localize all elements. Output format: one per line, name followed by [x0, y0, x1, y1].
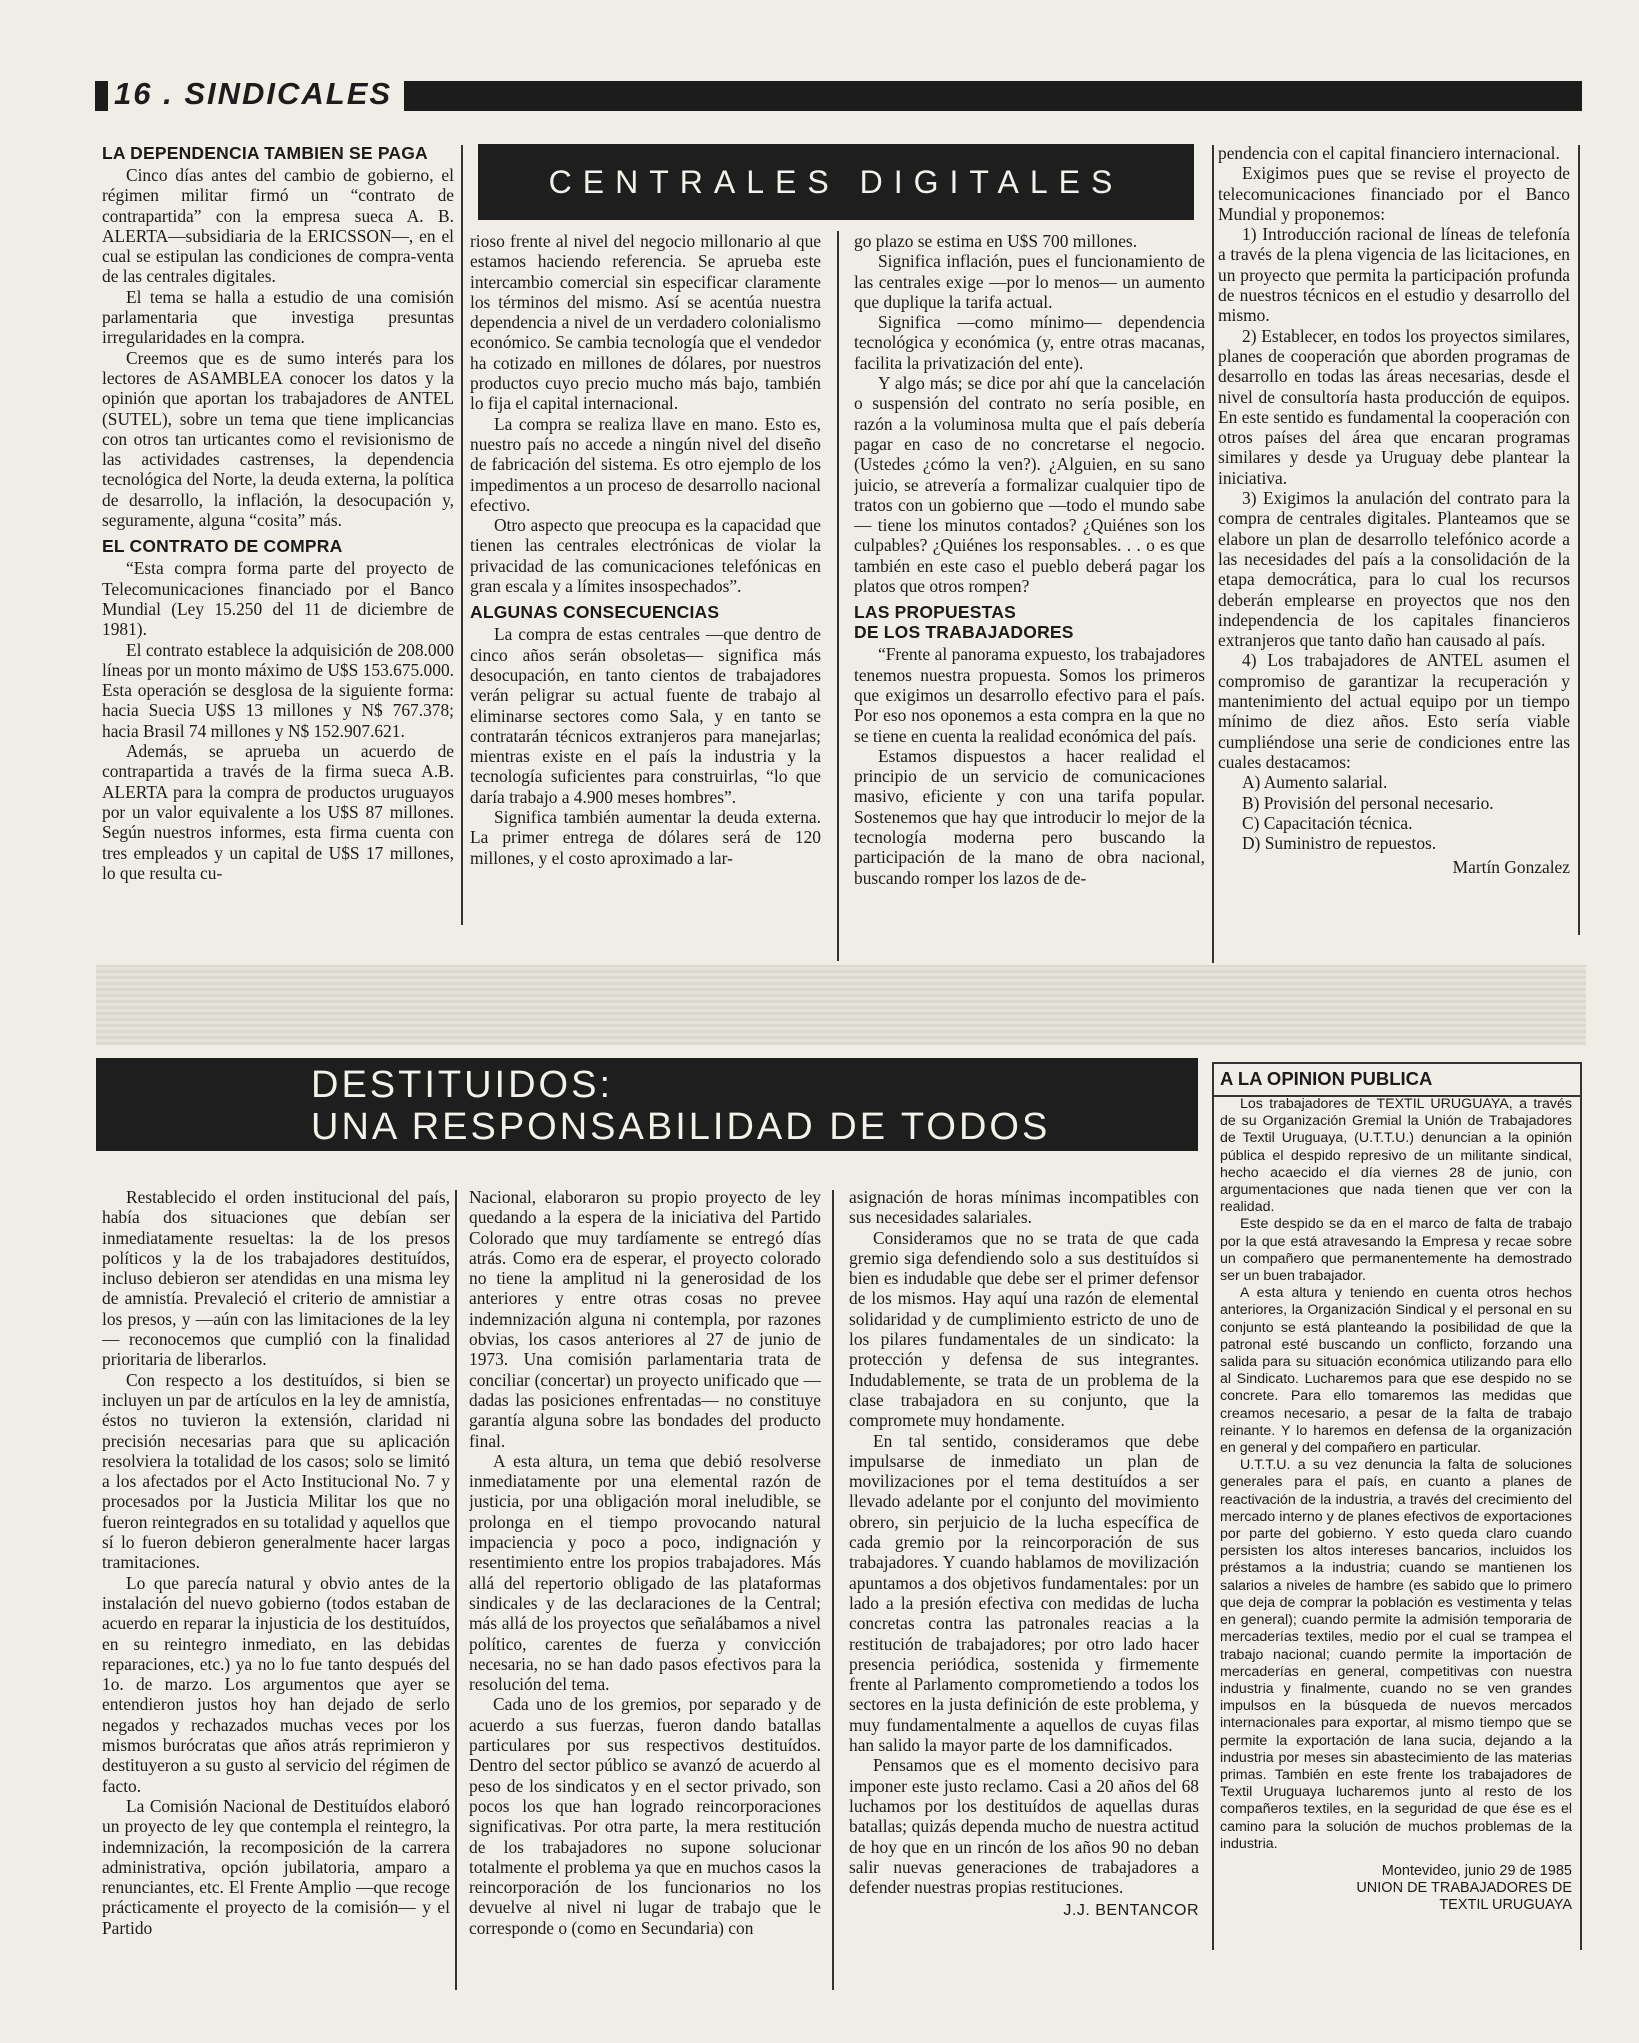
paragraph: Significa también aumentar la deuda externa. La primer entrega de dólares será de 120 millones, y el costo aproximado a lar- [470, 807, 821, 868]
article3-box [1220, 1068, 1572, 1948]
paragraph: Cinco días antes del cambio de gobierno, el régimen militar firmó un “contrato de contrapartida” con la empresa sueca A. B. ALERTA—subsidiaria de la ERICSSON—, en el cual se estipulan las condiciones de compra-venta de las centrales digitales. [102, 165, 454, 287]
paragraph: El tema se halla a estudio de una comisión parlamentaria que investiga presuntas irregularidades en la compra. [102, 286, 454, 348]
article-banner-destituidos [96, 1058, 1198, 1151]
paragraph: Creemos que es de sumo interés para los lectores de ASAMBLEA conocer los datos y la opinión que aportan los trabajadores de ANTEL (SUTEL), sobre un tema que tiene implicancias con otros tan urticantes como el revisionismo de las actividades castrenses, la dependencia tecnológica del Norte, la deuda externa, la política de desarrollo, la inflación, la desocupación y, seguramente, alguna “cosita” más. [102, 347, 454, 531]
paragraph: “Frente al panorama expuesto, los trabajadores tenemos nuestra propuesta. Somos los primeros que exigimos un desarrollo efectivo para el país. Por eso nos oponemos a esta compra en la que no se tiene en cuenta la realidad económica del país. [854, 644, 1205, 746]
column-rule [1212, 145, 1214, 963]
article2-column-2 [469, 1187, 821, 1985]
list-item: B) Provisión del personal necesario. [1242, 792, 1494, 813]
column-rule [461, 145, 463, 925]
paragraph: Nacional, elaboraron su propio proyecto de ley quedando a la espera de la iniciativa del Partido Colorado que muy tardíamente se entregó días atrás. Como era de esperar, el proyecto colorado no tiene la amplitud ni la generosidad de los anteriores y entre otras cosas no prevee indemnización alguna ni contempla, por razones obvias, los casos anteriores al 27 de junio de 1973. Una comisión parlamentaria trata de conciliar (concertar) un proyecto unificado que —dadas las posiciones enfrentadas— no constituye garantía alguna sobre las bondades del producto final. [469, 1187, 821, 1451]
column-rule [837, 231, 839, 961]
paragraph: Restablecido el orden institucional del país, había dos situaciones que debían ser inmediatamente resueltas: la de los presos políticos y la de los trabajadores destituídos, incluso debieron ser atendidas en una misma ley de amnistía. Prevaleció el criterio de amnistiar a los presos, y —aún con las limitaciones de la ley— reconocemos que cumplió con la finalidad prioritaria de liberarlos. [102, 1187, 450, 1370]
article2-column-1 [102, 1187, 450, 1985]
paragraph: Y algo más; se dice por ahí que la cancelación o suspensión del contrato no sería posible, en razón a la voluminosa multa que el país debería pagar en caso de no concretarse el negocio. (Ustedes ¿cómo la ven?). ¿Alguien, en su sano juicio, se atrevería a formalizar cualquier tipo de tratos con un gobierno que —todo el mundo sabe— tiene los minutos contados? ¿Quiénes son los culpables? ¿Quiénes los responsables. . . o es que también en este caso el pueblo deberá pagar los platos que otros rompen? [854, 373, 1205, 597]
article3-date: Montevideo, junio 29 de 1985 [1381, 1862, 1572, 1879]
box-rule-right [1580, 1062, 1582, 1950]
column-rule [1578, 145, 1580, 935]
list-item: D) Suministro de repuestos. [1242, 833, 1437, 854]
paragraph: A esta altura, un tema que debió resolverse inmediatamente por una elemental razón de justicia, por una obligación moral ineludible, se prolonga en el tiempo provocando natural impaciencia y poco a poco, indignación y resentimiento entre los propios trabajadores. Más allá del repertorio obligado de las plataformas sindicales y de las declaraciones de la Central; más allá de los proyectos que señalábamos a nivel político, carentes de fuerza y convicción necesaria, no se han dado pasos efectivos para la resolución del tema. [469, 1450, 821, 1695]
paragraph: Exigimos pues que se revise el proyecto de telecomunicaciones financiado por el Banco Mundial y proponemos: [1218, 163, 1570, 224]
paragraph: La Comisión Nacional de Destituídos elaboró un proyecto de ley que contempla el reintegro, la indemnización, la recomposición de la carrera administrativa, opción jubilatoria, amparo a renunciantes, etc. El Frente Amplio —que recoge prácticamente el proyecto de la comisión— y el Partido [102, 1795, 450, 1938]
article3-org: UNION DE TRABAJADORES DE [1356, 1879, 1572, 1896]
paragraph: A esta altura y teniendo en cuenta otros hechos anteriores, la Organización Sindical y el personal en su conjunto se está planteando la posibilidad de que la patronal esté buscando un conflicto, forzando una salida para su situación económica utilizando para ello al Sindicato. Lucharemos para que ese despido no se concrete. Para ello tomaremos las medidas que creamos necesario, a pesar de la falta de trabajo reinante. Y lo haremos en defensa de la organización en general y del compañero en particular. [1220, 1285, 1572, 1457]
paragraph: Significa inflación, pues el funcionamiento de las centrales exige —por lo menos— un aumento que duplique la tarifa actual. [854, 251, 1205, 312]
author-signature: J.J. BENTANCOR [1063, 1902, 1199, 1920]
paragraph: El contrato establece la adquisición de 208.000 líneas por un monto máximo de U$S 153.675.000. Esta operación se desglosa de la siguiente forma: hacia Suecia U$S 13 millones y N$ 767.378; hacia Brasil 74 millones y N$ 152.907.621. [102, 639, 454, 741]
author-signature: Martín Gonzalez [1452, 857, 1570, 878]
paragraph: Estamos dispuestos a hacer realidad el principio de un servicio de comunicaciones masivo, eficiente y con una tarifa popular. Sostenemos que hay que introducir lo mejor de la tecnología moderna pero buscando la participación de la mano de obra nacional, buscando romper los lazos de de- [854, 745, 1205, 888]
paragraph: “Esta compra forma parte del proyecto de Telecomunicaciones financiado por el Banco Mundial (Ley 15.250 del 11 de diciembre de 1981). [102, 558, 454, 640]
paragraph: go plazo se estima en U$S 700 millones. [854, 231, 1138, 251]
paragraph: Otro aspecto que preocupa es la capacidad que tienen las centrales electrónicas de violar la privacidad de las comunicaciones telefónicas en gran escala y a límites insospechados”. [470, 515, 821, 597]
article1-column-1 [102, 143, 454, 925]
paragraph: 2) Establecer, en todos los proyectos similares, planes de cooperación que aborden programas de desarrollo en todas las áreas necesarias, desde el nivel de consultoría hasta producción de equipos. En este sentido es fundamental la cooperación con otros países del área que encaran programas similares y desde ya Uruguay debe plantear la iniciativa. [1218, 325, 1570, 488]
paragraph: La compra se realiza llave en mano. Esto es, nuestro país no accede a ningún nivel del diseño de fabricación del sistema. Es otro ejemplo de los impedimentos a un proceso de desarrollo nacional efectivo. [470, 413, 821, 515]
paragraph: rioso frente al nivel del negocio millonario al que estamos haciendo referencia. Se aprueba este intercambio comercial sin especificar claramente los términos del mismo. Así se acentúa nuestra dependencia a nivel de un verdadero colonialismo económico. Se cambia tecnología que el vendedor ha cotizado en millones de dólares, por nuestros productos cuyo precio mucho más bajo, también lo fija el capital internacional. [470, 231, 821, 414]
paragraph: Pensamos que es el momento decisivo para imponer este justo reclamo. Casi a 20 años del 68 luchamos por los destituídos de aquellas duras batallas; quizás dependa mucho de nuestra actitud de hoy que en un rincón de los años 90 no deban salir nuevas generaciones de trabajadores a defender nuestras propias restituciones. [849, 1755, 1199, 1898]
article2-column-3 [849, 1187, 1199, 1987]
article1-column-2 [470, 231, 821, 963]
subheading-contrato: EL CONTRATO DE COMPRA [102, 536, 343, 557]
article3-title: A LA OPINION PUBLICA [1220, 1068, 1433, 1089]
paragraph: En tal sentido, consideramos que debe impulsarse de inmediato un plan de movilizaciones por el tema destituídos a ser llevado adelante por el conjunto del movimiento obrero, sin perjuicio de la lucha específica de cada gremio por la reincorporación de sus trabajadores. Y cuando hablamos de movilización apuntamos a dos objetivos fundamentales: por un lado a la presión efectiva con medidas de lucha concretas contra las patronales reacias a la restitución de trabajadores; por otro lado hacer presencia periódica, sostenida y firmemente frente al Parlamento comprometiendo a todos los sectores en la justa definición de este problema, y muy fundamentalmente a aquellos de cuyas filas han salido la mayor parte de los damnificados. [849, 1430, 1199, 1756]
bleed-through-strip [96, 965, 1586, 1045]
list-item: C) Capacitación técnica. [1242, 812, 1413, 833]
subheading-propuestas: LAS PROPUESTAS [854, 602, 1016, 623]
article-banner-centrales: CENTRALES DIGITALES [478, 144, 1194, 220]
subheading-dependencia: LA DEPENDENCIA TAMBIEN SE PAGA [102, 143, 428, 163]
column-rule [832, 1190, 834, 1990]
article3-footer [1220, 1863, 1572, 1914]
paragraph: 3) Exigimos la anulación del contrato para la compra de centrales digitales. Planteamos que se elabore un plan de desarrollo telefónico acorde a las necesidades del país a la consolidación de la etapa democrática, para lo cual los recursos deberán emplearse en proyectos que nos den independencia de los capitales financieros extranjeros que tanto daño han causado al país. [1218, 488, 1570, 651]
paragraph: 4) Los trabajadores de ANTEL asumen el compromiso de garantizar la recuperación y mantenimiento del actual equipo por un tiempo mínimo de diez años. Esto sería viable cumpliéndose una serie de condiciones entre las cuales destacamos: [1218, 650, 1570, 772]
article1-column-4 [1218, 143, 1570, 933]
paragraph: Este despido se da en el marco de falta de trabajo por la que está atravesando la Empresa y recae sobre un compañero que permanentemente ha demostrado ser un buen trabajador. [1220, 1216, 1572, 1285]
paragraph: Los trabajadores de TEXTIL URUGUAYA, a través de su Organización Gremial la Unión de Trabajadores de Textil Uruguaya, (U.T.T.U.) denuncian a la opinión pública el despido represivo de un militante sindical, hecho acaecido el día viernes 28 de junio, con argumentaciones que nada tienen que ver con la realidad. [1220, 1096, 1572, 1216]
box-rule-left [1212, 1062, 1214, 1950]
paragraph: Además, se aprueba un acuerdo de contrapartida a través de la firma sueca A.B. ALERTA para la compra de productos uruguayos por un valor equivalente a los U$S 87 millones. Según nuestros informes, esta firma cuenta con tres empleados y un capital de U$S 17 millones, lo que resulta cu- [102, 741, 454, 883]
paragraph: Significa —como mínimo— dependencia tecnológica y económica (y, entre otras macanas, facilita la privatización del ente). [854, 312, 1205, 373]
list-item: A) Aumento salarial. [1242, 772, 1388, 793]
banner-line-2: UNA RESPONSABILIDAD DE TODOS [311, 1106, 1051, 1148]
box-rule-top [1212, 1062, 1582, 1064]
banner-line-1: DESTITUIDOS: [311, 1064, 614, 1106]
column-rule [455, 1190, 457, 1990]
subheading-propuestas: DE LOS TRABAJADORES [854, 622, 1074, 643]
article3-org: TEXTIL URUGUAYA [1439, 1896, 1572, 1913]
section-label: 16 . SINDICALES [108, 74, 404, 114]
paragraph: Consideramos que no se trata de que cada gremio siga defendiendo solo a sus destituídos si bien es indudable que debe ser el primer defensor de los mismos. Hay aquí una razón de elemental solidaridad y de cumplimiento estricto de uno de los pilares fundamentales de un sindicato: la protección y defensa de sus integrantes. Indudablemente, se trata de un problema de la clase trabajadora en su conjunto, que la compromete muy hondamente. [849, 1227, 1199, 1431]
paragraph: asignación de horas mínimas incompatibles con sus necesidades salariales. [849, 1187, 1199, 1228]
paragraph: Con respecto a los destituídos, si bien se incluyen un par de artículos en la ley de amnistía, éstos no tuvieron la extensión, claridad ni precisión necesarias para que su aplicación resolviera la totalidad de los casos; solo se limitó a los afectados por el Acto Institucional No. 7 y procesados por la Justicia Militar los que no fueron reintegrados en su totalidad y aquellos que sí lo fueron debieron generalmente hacer largas tramitaciones. [102, 1369, 450, 1573]
paragraph: Cada uno de los gremios, por separado y de acuerdo a sus fuerzas, fueron dando batallas particulares por sus respectivos destituídos. Dentro del sector público se avanzó de acuerdo al peso de los sindicatos y en el sector privado, son pocos los que han logrado reincorporaciones significativas. Por otra parte, la mera restitución de los trabajadores no supone solucionar totalmente el problema ya que en muchos casos la reincorporación de los funcionarios no los devuelve al nivel ni lugar de trabajo que le corresponde o (como en Secundaria) con [469, 1694, 821, 1938]
paragraph: La compra de estas centrales —que dentro de cinco años serán obsoletas— significa más desocupación, en tanto cientos de trabajadores verán peligrar su actual fuente de trabajo al eliminarse sectores como Sala, y en tanto se contratarán técnicos extranjeros para manejarlas; mientras existe en el país la industria y la tecnología suficientes para construirlas, “lo que daría trabajo a 4.900 meses hombres”. [470, 624, 821, 807]
paragraph: U.T.T.U. a su vez denuncia la falta de soluciones generales para el país, en cuanto a planes de reactivación de la industria, a través del crecimiento del mercado interno y de planes efectivos de exportaciones por parte del gobierno. Y esto queda claro cuando persisten los altos intereses bancarios, incluidos los préstamos a la industria; cuando se mantienen los salarios a niveles de hambre (es sabido que lo primero que deja de comprar la población es vestimenta y telas en general); cuando permite la admisión temporaria de mercaderías textiles, medio por el cual se trampea el trabajo nacional; cuando permite la importación de mercaderías en general, competitivas con nuestra industria y finalmente, cuando no se ven grandes impulsos en la búsqueda de nuevos mercados internacionales para exportar, al mismo tiempo que se permite la exportación de lana sucia, dejando a la industria por meses sin abastecimiento de las materias primas. También en este frente los trabajadores de Textil Uruguaya lucharemos junto al resto de los compañeros textiles, en la seguridad de que ése es el camino para la solución de muchos problemas de la industria. [1220, 1457, 1572, 1852]
paragraph: Lo que parecía natural y obvio antes de la instalación del nuevo gobierno (todos estaban de acuerdo en reparar la injusticia de los destituídos, en su reintegro inmediato, en las debidas reparaciones, etc.) ya no lo fue tanto después del 1o. de marzo. Los argumentos que ayer se entendieron justos hoy han dejado de serlo negados y rechazados muchas veces por los mismos burócratas que años atrás reprimieron y destituyeron a su gusto al servicio del régimen de facto. [102, 1572, 450, 1796]
article1-column-3 [854, 231, 1205, 963]
subheading-consecuencias: ALGUNAS CONSECUENCIAS [470, 602, 720, 623]
paragraph: pendencia con el capital financiero internacional. [1218, 143, 1560, 163]
paragraph: 1) Introducción racional de líneas de telefonía a través de la plena vigencia de las licitaciones, en un proyecto que permita la participación profunda de nuestros técnicos en el estudio y desarrollo del mismo. [1218, 224, 1570, 326]
